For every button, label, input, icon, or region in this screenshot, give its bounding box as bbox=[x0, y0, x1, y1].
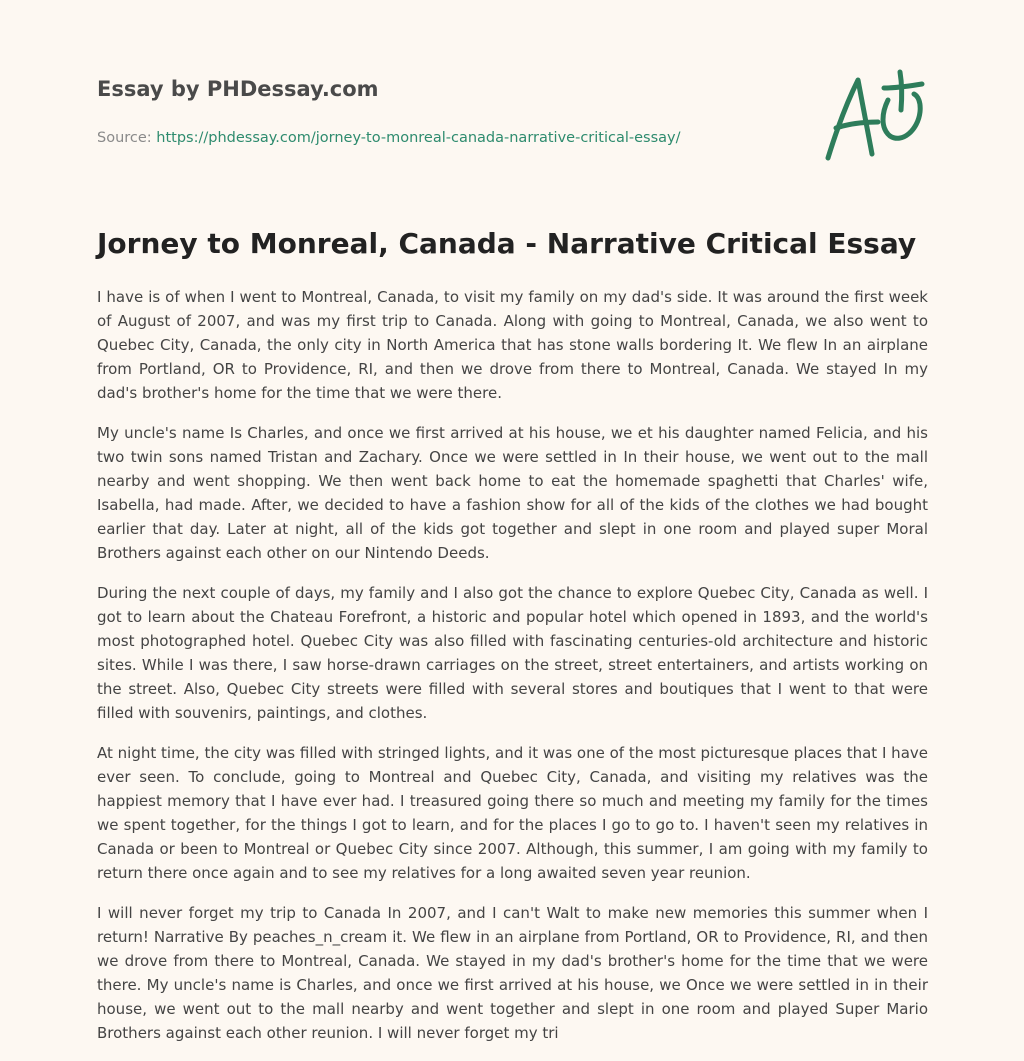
essay-paragraph: I have is of when I went to Montreal, Canada, to visit my family on my dad's side. It was around the first week of August of 2007, and was my first trip to Canada. Along with going to Montreal, Canada, we also went to Quebec City, Canada, the only city in North America that has stone walls bordering It. We flew In an airplane from Portland, OR to Providence, RI, and then we drove from there to Montreal, Canada. We stayed In my dad's brother's home for the time that we were there. bbox=[97, 288, 928, 402]
a-plus-logo-icon bbox=[818, 66, 930, 166]
source-line bbox=[97, 128, 797, 148]
essay-body bbox=[97, 285, 928, 1061]
source-label: Source: bbox=[97, 130, 152, 146]
header bbox=[97, 74, 797, 148]
essay-paragraph: I will never forget my trip to Canada In 2007, and I can't Walt to make new memories this summer when I return! Narrative By peaches_n_cream it. We flew in an airplane from Portland, OR to Providence, RI, and then we drove from there to Montreal, Canada. We stayed in my dad's brother's home for the time that we were there. My uncle's name is Charles, and once we first arrived at his house, we Once we were settled in in their house, we went out to the mall nearby and went together and slept in one room and played Super Mario Brothers against each other reunion. I will never forget my tri bbox=[97, 904, 928, 1042]
essay-paragraph: At night time, the city was filled with stringed lights, and it was one of the most picturesque places that I have ever seen. To conclude, going to Montreal and Quebec City, Canada, and visiting my relatives was the happiest memory that I have ever had. I treasured going there so much and meeting my family for the times we spent together, for the things I got to learn, and for the places I go to go to. I haven't seen my relatives in Canada or been to Montreal or Quebec City since 2007. Although, this summer, I am going with my family to return there once again and to see my relatives for a long awaited seven year reunion. bbox=[97, 744, 928, 882]
essay-paragraph: During the next couple of days, my family and I also got the chance to explore Quebec City, Canada as well. I got to learn about the Chateau Forefront, a historic and popular hotel which opened in 1893, and the world's most photographed hotel. Quebec City was also filled with fascinating centuries-old architecture and historic sites. While I was there, I saw horse-drawn carriages on the street, street entertainers, and artists working on the street. Also, Quebec City streets were filled with several stores and boutiques that I went to that were filled with souvenirs, paintings, and clothes. bbox=[97, 584, 928, 722]
essay-paragraph: My uncle's name Is Charles, and once we first arrived at his house, we et his daughter named Felicia, and his two twin sons named Tristan and Zachary. Once we were settled in In their house, we went out to the mall nearby and went shopping. We then went back home to eat the homemade spaghetti that Charles' wife, Isabella, had made. After, we decided to have a fashion show for all of the kids of the clothes we had bought earlier that day. Later at night, all of the kids got together and slept in one room and played super Moral Brothers against each other on our Nintendo Deeds. bbox=[97, 424, 928, 562]
essay-title: Jorney to Monreal, Canada - Narrative Critical Essay bbox=[97, 227, 917, 260]
site-brand: Essay by PHDessay.com bbox=[97, 77, 379, 101]
source-link[interactable]: https://phdessay.com/jorney-to-monreal-canada-narrative-critical-essay/ bbox=[156, 130, 681, 146]
